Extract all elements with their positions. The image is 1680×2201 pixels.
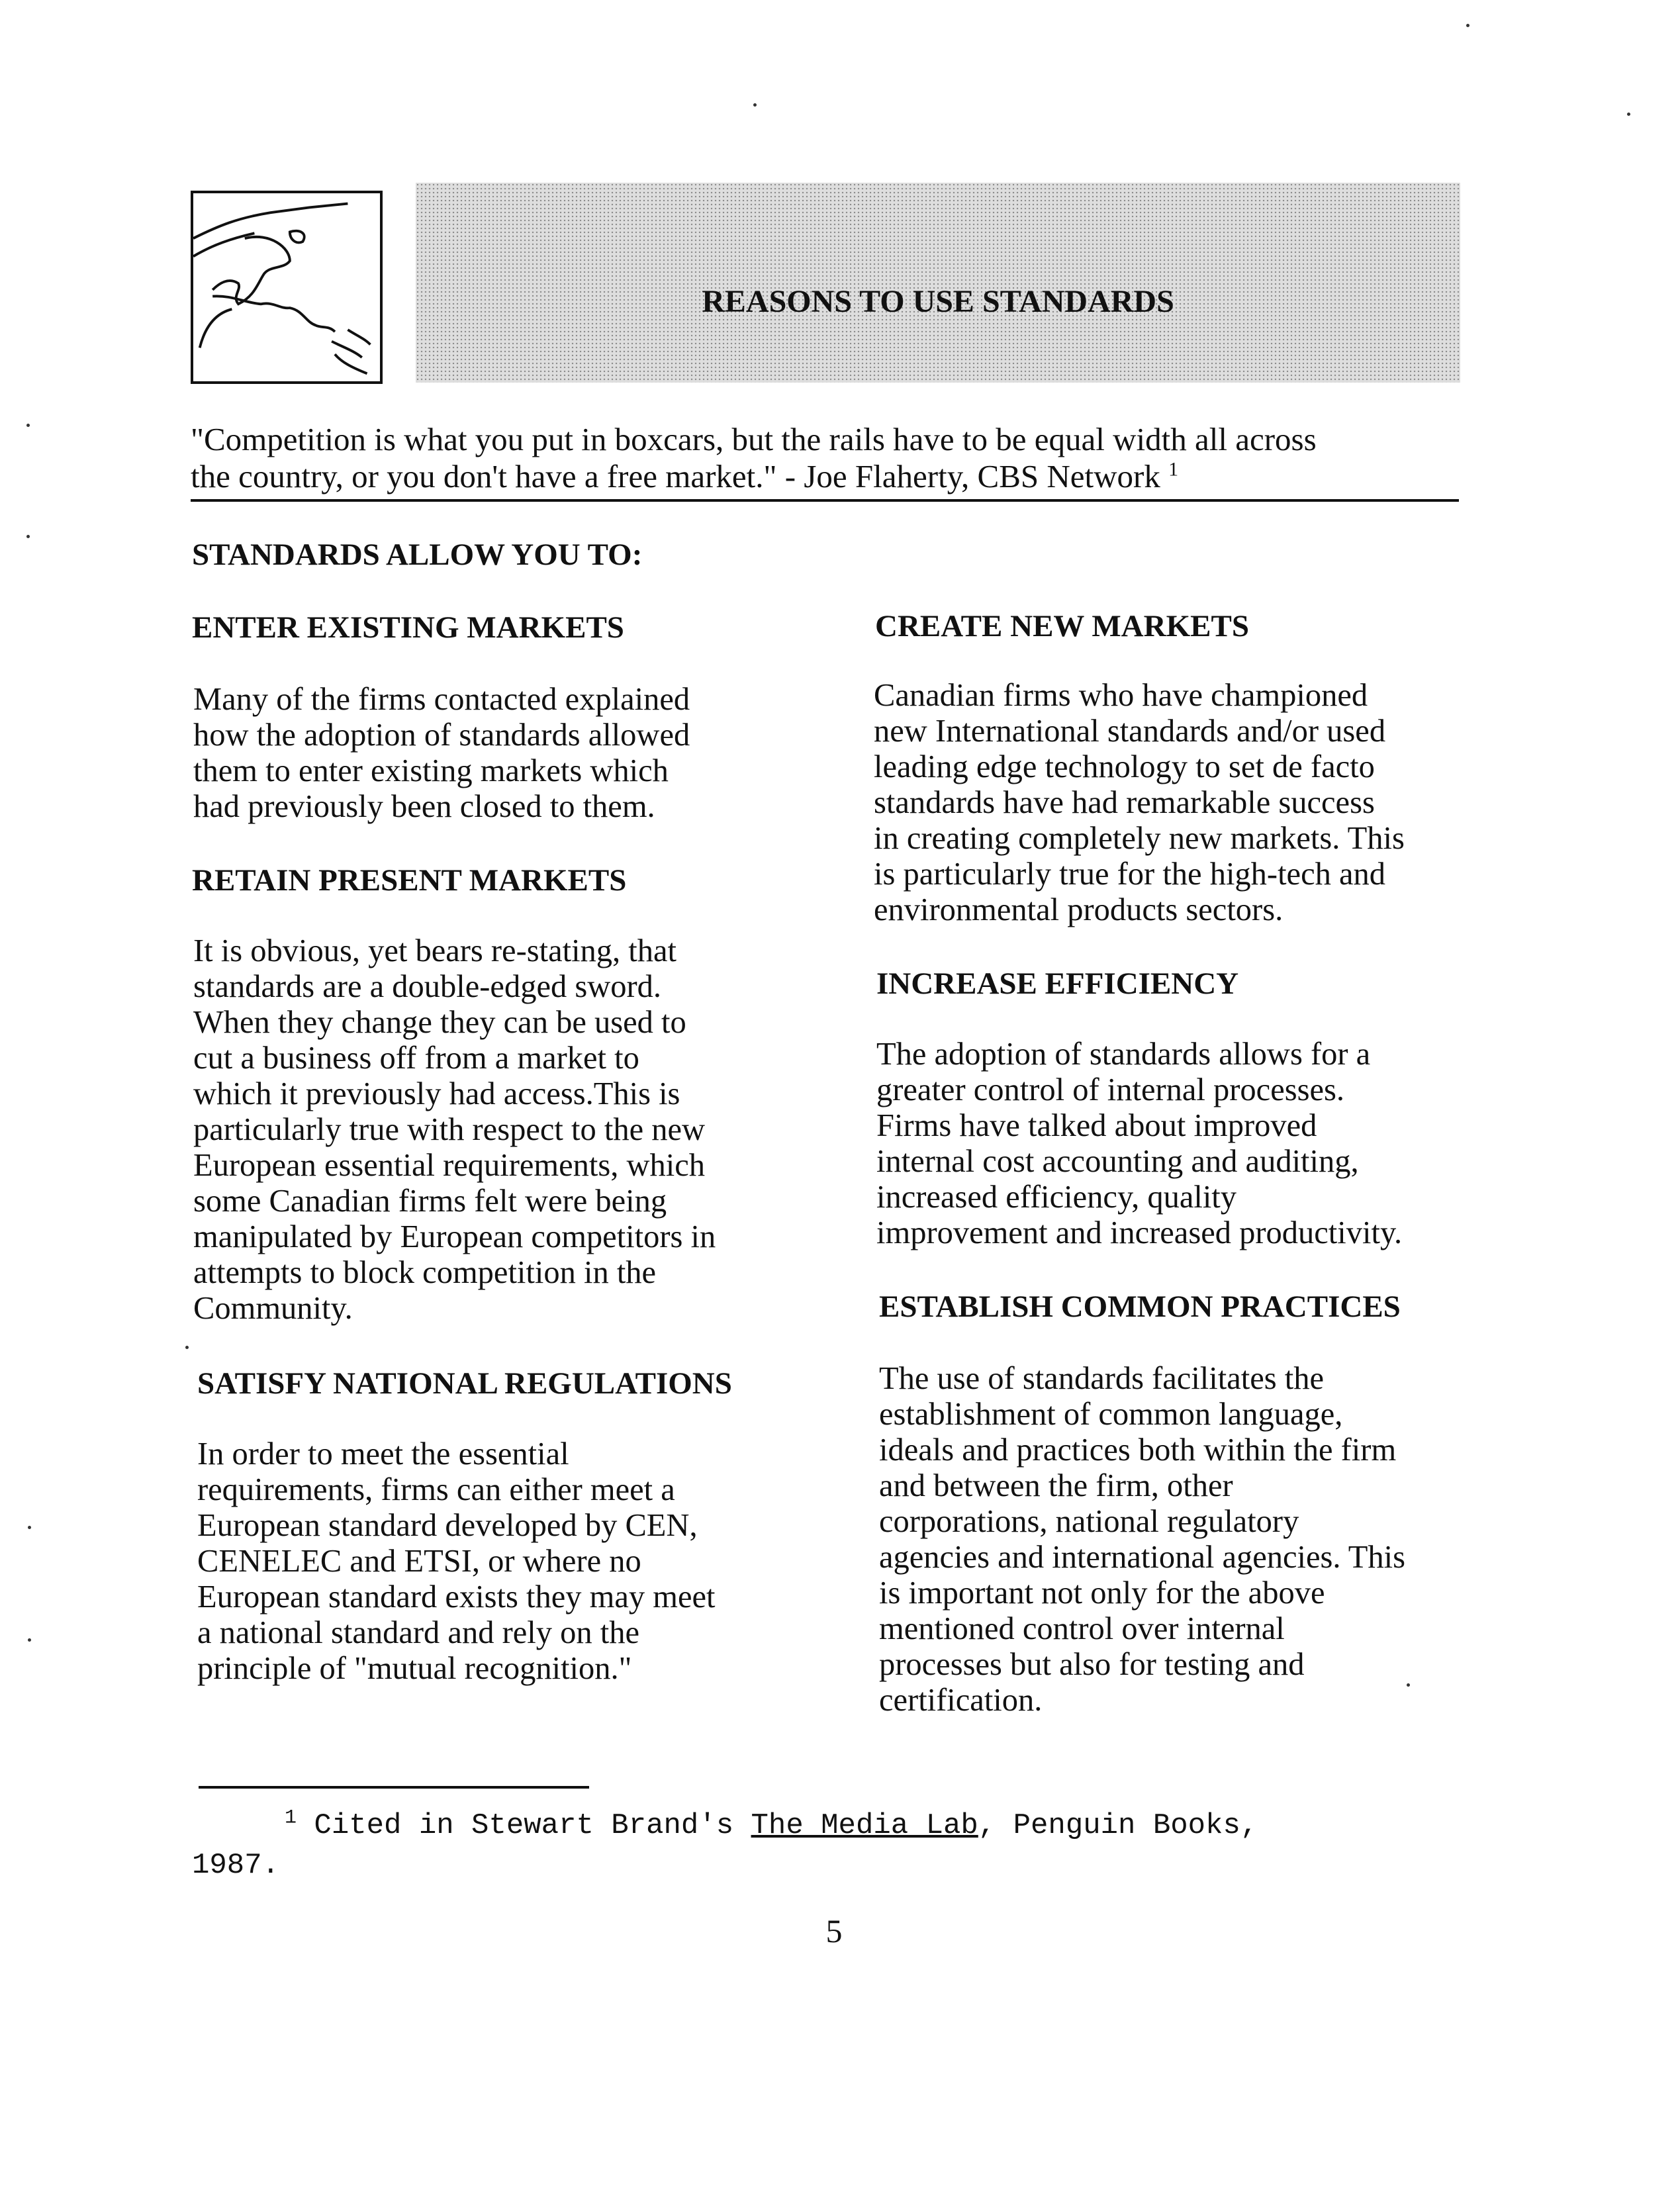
text-line: cut a business off from a market to <box>193 1041 639 1076</box>
quote-line-2: the country, or you don't have a free market." - Joe Flaherty, CBS Network <box>191 458 1160 494</box>
footnote-prefix: Cited in Stewart Brand's <box>314 1809 734 1842</box>
text-line: which it previously had access.This is <box>193 1076 680 1111</box>
text-line: It is obvious, yet bears re-stating, that <box>193 933 677 968</box>
text-line: processes but also for testing and <box>879 1647 1305 1682</box>
footnote-line-1 <box>192 1806 1450 1846</box>
text-line: The adoption of standards allows for a <box>876 1037 1371 1072</box>
heading-establish-common-practices: ESTABLISH COMMON PRACTICES <box>879 1289 1401 1324</box>
quote-divider <box>191 499 1459 502</box>
scan-speck <box>28 1638 31 1642</box>
para-enter-existing-markets <box>193 682 690 825</box>
scan-speck <box>1627 113 1630 116</box>
text-line: mentioned control over internal <box>879 1611 1285 1646</box>
text-line: When they change they can be used to <box>193 1005 686 1040</box>
text-line: European essential requirements, which <box>193 1148 706 1183</box>
text-line: standards have had remarkable success <box>874 785 1375 820</box>
text-line: them to enter existing markets which <box>193 753 669 788</box>
text-line: In order to meet the essential <box>197 1436 569 1472</box>
text-line: Canadian firms who have championed <box>874 678 1368 713</box>
footnote-book-title: The Media Lab <box>751 1809 978 1842</box>
heading-enter-existing-markets: ENTER EXISTING MARKETS <box>192 610 624 645</box>
map-outline <box>193 193 380 381</box>
heading-increase-efficiency: INCREASE EFFICIENCY <box>876 966 1239 1001</box>
text-line: a national standard and rely on the <box>197 1615 639 1650</box>
footnote <box>192 1806 1450 1885</box>
para-satisfy-national-regulations <box>197 1436 716 1687</box>
text-line: attempts to block competition in the <box>193 1255 657 1290</box>
heading-retain-present-markets: RETAIN PRESENT MARKETS <box>192 863 627 898</box>
scan-speck <box>185 1346 189 1349</box>
epigraph-quote <box>191 421 1462 495</box>
text-line: The use of standards facilitates the <box>879 1361 1325 1396</box>
heading-satisfy-national-regulations: SATISFY NATIONAL REGULATIONS <box>197 1366 732 1401</box>
scan-speck <box>26 424 30 427</box>
text-line: European standard exists they may meet <box>197 1579 716 1615</box>
text-line: ideals and practices both within the firm <box>879 1432 1397 1468</box>
text-line: Community. <box>193 1291 353 1326</box>
text-line: establishment of common language, <box>879 1397 1343 1432</box>
scan-speck <box>753 103 757 107</box>
text-line: environmental products sectors. <box>874 892 1283 927</box>
para-establish-common-practices <box>879 1361 1405 1718</box>
scan-speck <box>28 1526 31 1529</box>
text-line: is important not only for the above <box>879 1575 1325 1611</box>
para-increase-efficiency <box>876 1037 1402 1251</box>
title-band <box>416 183 1460 383</box>
scan-speck <box>1407 1683 1410 1687</box>
globe-map-icon <box>191 191 383 384</box>
heading-create-new-markets: CREATE NEW MARKETS <box>875 609 1249 643</box>
footnote-line-2: 1987. <box>192 1849 280 1882</box>
text-line: had previously been closed to them. <box>193 789 655 824</box>
text-line: CENELEC and ETSI, or where no <box>197 1544 641 1579</box>
scan-speck <box>1466 24 1470 27</box>
section-intro-heading: STANDARDS ALLOW YOU TO: <box>192 538 643 572</box>
text-line: Firms have talked about improved <box>876 1108 1317 1143</box>
text-line: improvement and increased productivity. <box>876 1215 1403 1250</box>
page-number: 5 <box>825 1912 843 1949</box>
text-line: increased efficiency, quality <box>876 1180 1237 1215</box>
text-line: greater control of internal processes. <box>876 1072 1344 1107</box>
footnote-reference: 1 <box>1168 458 1179 481</box>
text-line: corporations, national regulatory <box>879 1504 1299 1539</box>
footnote-divider <box>199 1786 589 1789</box>
quote-line-2-wrap <box>191 458 1462 495</box>
text-line: internal cost accounting and auditing, <box>876 1144 1359 1179</box>
scan-speck <box>26 535 30 538</box>
text-line: in creating completely new markets. This <box>874 821 1405 856</box>
page-title: REASONS TO USE STANDARDS <box>702 284 1174 319</box>
text-line: is particularly true for the high-tech and <box>874 857 1386 892</box>
text-line: principle of "mutual recognition." <box>197 1651 632 1686</box>
text-line: some Canadian firms felt were being <box>193 1184 667 1219</box>
text-line: European standard developed by CEN, <box>197 1508 698 1543</box>
footnote-number: 1 <box>285 1806 297 1830</box>
para-retain-present-markets <box>193 933 716 1327</box>
text-line: leading edge technology to set de facto <box>874 749 1375 784</box>
text-line: requirements, firms can either meet a <box>197 1472 675 1507</box>
quote-line-1: "Competition is what you put in boxcars, but the rails have to be equal width all across <box>191 421 1317 457</box>
text-line: how the adoption of standards allowed <box>193 718 690 753</box>
para-create-new-markets <box>874 678 1405 928</box>
text-line: Many of the firms contacted explained <box>193 682 690 717</box>
text-line: manipulated by European competitors in <box>193 1219 716 1254</box>
text-line: and between the firm, other <box>879 1468 1233 1503</box>
text-line: certification. <box>879 1683 1043 1718</box>
footnote-suffix: , Penguin Books, <box>978 1809 1258 1842</box>
text-line: particularly true with respect to the new <box>193 1112 706 1147</box>
text-line: standards are a double-edged sword. <box>193 969 662 1004</box>
text-line: new International standards and/or used <box>874 714 1386 749</box>
text-line: agencies and international agencies. This <box>879 1540 1406 1575</box>
